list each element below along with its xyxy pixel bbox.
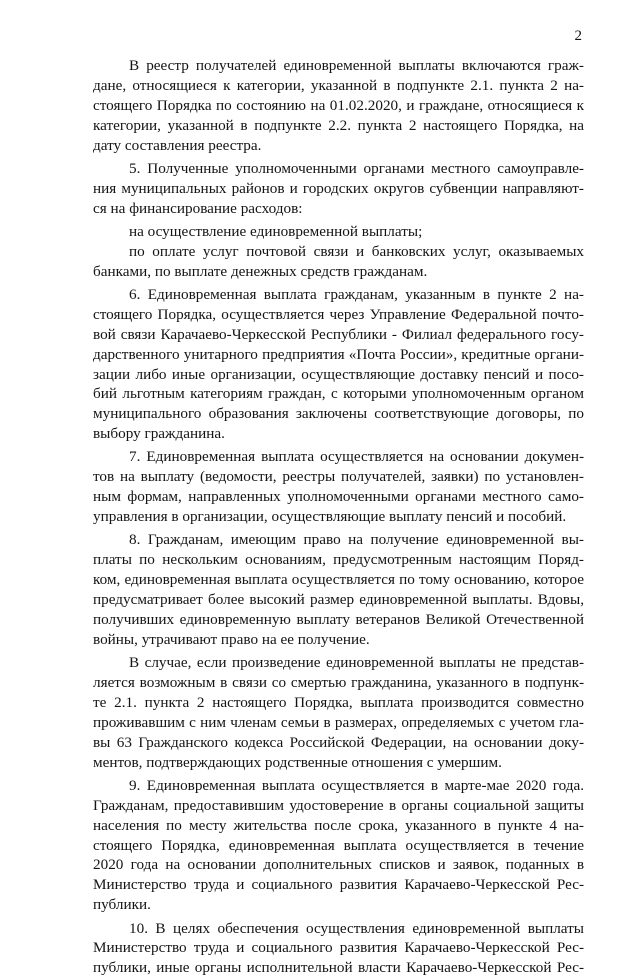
text-line: ментов, подтверждающих родственные отношения с умершим.	[93, 753, 502, 771]
text-line: банками, по выплате денежных средств гражданам.	[93, 262, 428, 280]
paragraph-p-5b	[93, 242, 584, 282]
text-line: дату составления реестра.	[93, 136, 262, 154]
text-line: проживавшим с ним членам семьи в размерах, определяемых с учетом гла-	[93, 713, 584, 731]
text-line: бий льготным категориям граждан, с которыми уполномоченным органом	[93, 385, 584, 403]
text-line: получивших единовременную выплату ветеранов Великой Отечественной	[93, 611, 584, 628]
text-line: 8. Гражданам, имеющим право на получение единовременной вы-	[129, 531, 584, 549]
paragraph-p-9	[93, 776, 584, 915]
paragraph-p-8a	[93, 653, 584, 772]
text-line: на осуществление единовременной выплаты;	[129, 222, 423, 240]
text-line: выбору гражданина.	[93, 425, 225, 443]
text-line: публики.	[93, 896, 151, 914]
text-line: предусматривает более высокий размер единовременной выплаты. Вдовы,	[93, 591, 584, 609]
text-line: стоящего Порядка, единовременная выплата осуществляется в течение	[93, 836, 584, 854]
text-line: ком, единовременная выплата осуществляется по тому основанию, которое	[93, 571, 584, 589]
text-line: 7. Единовременная выплата осуществляется на основании докумен-	[129, 448, 584, 466]
text-line: Министерство труда и социального развития Карачаево-Черкесской Рес-	[93, 876, 584, 894]
text-line: 5. Полученные уполномоченными органами местного самоуправле-	[129, 159, 584, 177]
text-line: войны, утрачивают право на ее получение.	[93, 630, 370, 648]
text-line: тов на выплату (ведомости, реестры получателей, заявки) по установлен-	[93, 468, 584, 486]
text-line: Гражданам, предоставившим удостоверение в органы социальной защиты	[93, 796, 584, 814]
page-number: 2	[574, 28, 582, 44]
text-line: В случае, если произведение единовременной выплаты не представ-	[129, 654, 584, 672]
text-line: дане, относящиеся к категории, указанной в подпункте 2.1. пункта 2 на-	[93, 76, 584, 94]
text-line: публики, иные органы исполнительной власти Карачаево-Черкесской Рес-	[93, 959, 584, 977]
text-line: те 2.1. пункта 2 настоящего Порядка, выплата производится совместно	[93, 693, 584, 711]
text-line: ляется возможным в связи со смертью гражданина, указанного в подпунк-	[93, 674, 584, 692]
text-line: платы по нескольким основаниям, предусмотренным настоящим Поряд-	[93, 551, 584, 569]
text-line: по оплате услуг почтовой связи и банковских услуг, оказываемых	[129, 242, 584, 260]
text-line: зации либо иные организации, осуществляющие доставку пенсий и посо-	[93, 365, 584, 383]
paragraph-p-5a	[93, 222, 584, 242]
paragraph-p-10	[93, 919, 584, 978]
paragraph-p-registry	[93, 56, 584, 155]
paragraph-p-8	[93, 530, 584, 649]
text-line: В реестр получателей единовременной выплаты включаются граж-	[129, 57, 584, 74]
text-line: Министерство труда и социального развития Карачаево-Черкесской Рес-	[93, 939, 584, 957]
text-line: вы 63 Гражданского кодекса Российской Федерации, на основании доку-	[93, 733, 584, 751]
text-line: муниципального образования заключены соответствующие договоры, по	[93, 405, 584, 423]
text-line: ным формам, направленных уполномоченными органами местного само-	[93, 488, 584, 506]
text-line: дарственного унитарного предприятия «Почта России», кредитные органи-	[93, 345, 584, 363]
document-body	[93, 56, 584, 978]
text-line: вой связи Карачаево-Черкесской Республики - Филиал федерального госу-	[93, 325, 584, 343]
text-line: 2020 года на основании дополнительных списков и заявок, поданных в	[93, 856, 584, 874]
text-line: стоящего Порядка, осуществляется через Управление Федеральной почто-	[93, 305, 584, 323]
text-line: ния муниципальных районов и городских округов субвенции направляют-	[93, 179, 584, 197]
paragraph-p-7	[93, 447, 584, 527]
text-line: управления в организации, осуществляющие выплату пенсий и пособий.	[93, 508, 567, 526]
text-line: 10. В целях обеспечения осуществления единовременной выплаты	[129, 919, 584, 937]
text-line: стоящего Порядка по состоянию на 01.02.2020, и граждане, относящиеся к	[93, 96, 584, 114]
text-line: населения по месту жительства после срока, указанного в пункте 4 на-	[93, 816, 584, 834]
text-line: 9. Единовременная выплата осуществляется в марте-мае 2020 года.	[129, 776, 584, 794]
text-line: 6. Единовременная выплата гражданам, указанным в пункте 2 на-	[129, 285, 584, 303]
paragraph-p-5	[93, 159, 584, 219]
text-line: категории, указанной в подпункте 2.2. пункта 2 настоящего Порядка, на	[93, 116, 584, 134]
text-line: ся на финансирование расходов:	[93, 199, 303, 217]
paragraph-p-6	[93, 285, 584, 444]
